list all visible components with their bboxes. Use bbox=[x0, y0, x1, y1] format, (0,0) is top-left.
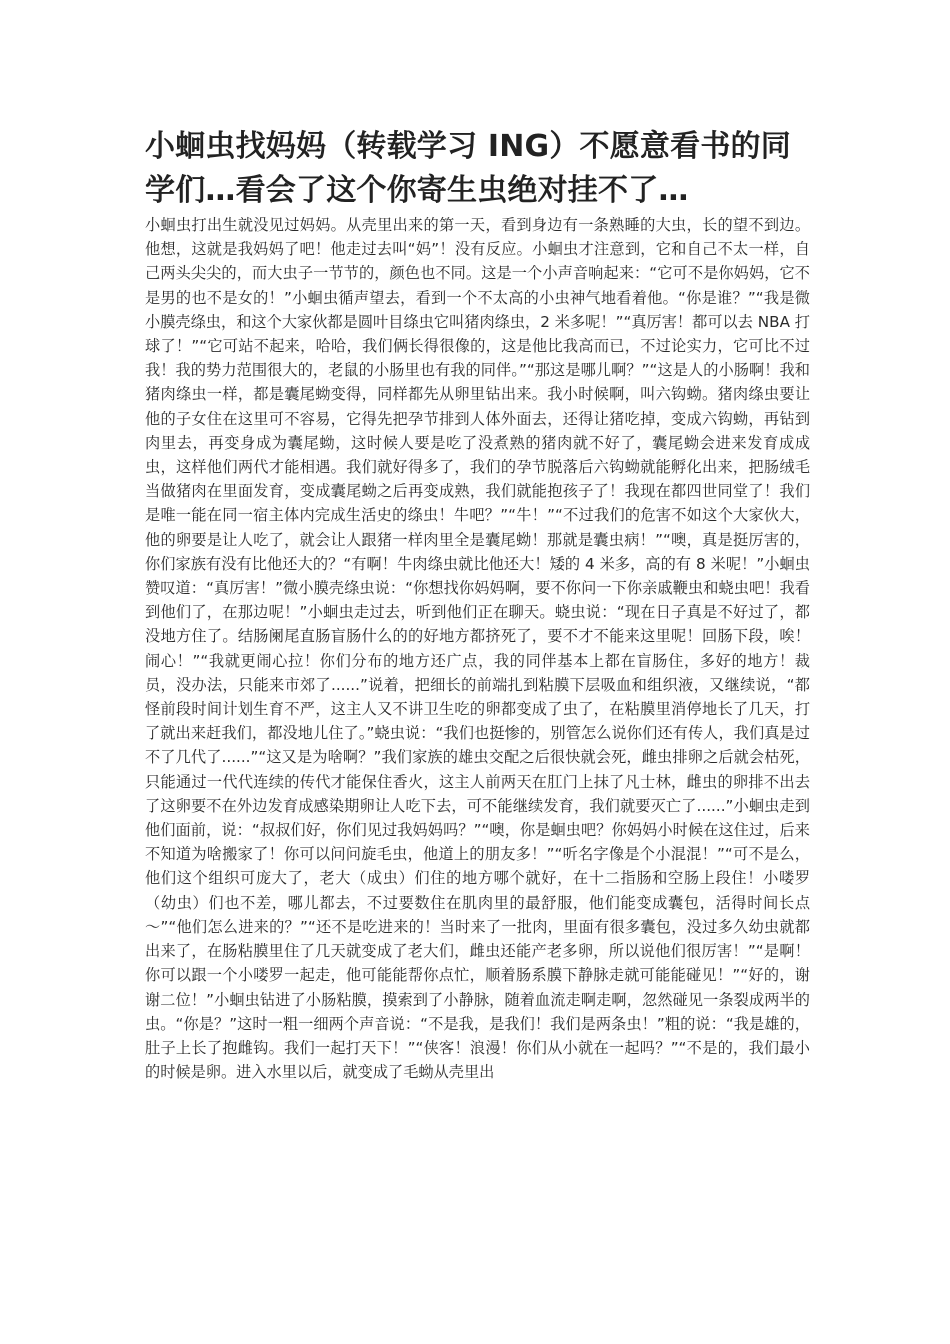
document-title: 小蛔虫找妈妈（转载学习 ING）不愿意看书的同学们…看会了这个你寄生虫绝对挂不了… bbox=[145, 129, 791, 208]
document-body: 小蛔虫打出生就没见过妈妈。从壳里出来的第一天，看到身边有一条熟睡的大虫，长的望不到边。他想，这就是我妈妈了吧！他走过去叫“妈”！没有反应。小蛔虫才注意到，它和自己不太一样，自己两头尖尖的，而大虫子一节节的，颜色也不同。这是一个小声音响起来：“它可不是你妈妈，它不是男的也不是女的！”小蛔虫循声望去，看到一个不太高的小虫神气地看着他。“你是谁？”“我是微小膜壳绦虫，和这个大家伙都是圆叶目绦虫它叫猪肉绦虫，2 米多呢！”“真厉害！都可以去 NBA 打球了！”“它可站不起来，哈哈，我们俩长得很像的，这是他比我高而已，不过论实力，它可比不过我！我的势力范围很大的，老鼠的小肠里也有我的同伴。”“那这是哪儿啊？”“这是人的小肠啊！我和猪肉绦虫一样，都是囊尾蚴变得，同样都先从卵里钻出来。我小时候啊，叫六钩蚴。猪肉绦虫要让他的子女住在这里可不容易，它得先把孕节排到人体外面去，还得让猪吃掉，变成六钩蚴，再钻到肉里去，再变身成为囊尾蚴，这时候人要是吃了没煮熟的猪肉就不好了，囊尾蚴会进来发育成成虫，这样他们两代才能相遇。我们就好得多了，我们的孕节脱落后六钩蚴就能孵化出来，把肠绒毛当做猪肉在里面发育，变成囊尾蚴之后再变成熟，我们就能抱孩子了！我现在都四世同堂了！我们是唯一能在同一宿主体内完成生活史的绦虫！牛吧？”“牛！”“不过我们的危害不如这个大家伙大，他的卵要是让人吃了，就会让人跟猪一样肉里全是囊尾蚴！那就是囊虫病！”“噢，真是挺厉害的，你们家族有没有比他还大的？“有啊！牛肉绦虫就比他还大！矮的 4 米多，高的有 8 米呢！”小蛔虫赞叹道：“真厉害！”微小膜壳绦虫说：“你想找你妈妈啊，要不你问一下你亲戚鞭虫和蛲虫吧！我看到他们了，在那边呢！”小蛔虫走过去，听到他们正在聊天。蛲虫说：“现在日子真是不好过了，都没地方住了。结肠阑尾直肠盲肠什么的的好地方都挤死了，要不才不能来这里呢！回肠下段，唉！闹心！”“我就更闹心拉！你们分布的地方还广点，我的同伴基本上都在盲肠住，多好的地方！裁员，没办法，只能来市郊了......”说着，把细长的前端扎到粘膜下层吸血和组织液，又继续说，“都怪前段时间计划生育不严，这主人又不讲卫生吃的卵都变成了虫了，在粘膜里消停地长了几天，打了就出来赶我们，都没地儿住了。”蛲虫说：“我们也挺惨的，别管怎么说你们还有传人，我们真是过不了几代了......”“这又是为啥啊？”我们家族的雄虫交配之后很快就会死，雌虫排卵之后就会枯死，只能通过一代代连续的传代才能保住香火，这主人前两天在肛门上抹了凡士林，雌虫的卵排不出去了这卵要不在外边发育成感染期卵让人吃下去，可不能继续发育，我们就要灭亡了......”小蛔虫走到他们面前，说：“叔叔们好，你们见过我妈妈吗？”“噢，你是蛔虫吧？你妈妈小时候在这住过，后来不知道为啥搬家了！你可以问问旋毛虫，他道上的朋友多！”“听名字像是个小混混！”“可不是么，他们这个组织可庞大了，老大（成虫）们住的地方哪个就好，在十二指肠和空肠上段住！小喽罗（幼虫）们也不差，哪儿都去，不过要数住在肌肉里的最舒服，他们能变成囊包，活得时间长点～”“他们怎么进来的？”“还不是吃进来的！当时来了一批肉，里面有很多囊包，没过多久幼虫就都出来了，在肠粘膜里住了几天就变成了老大们，雌虫还能产老多卵，所以说他们很厉害！”“是啊！你可以跟一个小喽罗一起走，他可能能帮你点忙，顺着肠系膜下静脉走就可能能碰见！”“好的，谢谢二位！”小蛔虫钻进了小肠粘膜，摸索到了小静脉，随着血流走啊走啊，忽然碰见一条裂成两半的虫。“你是？”这时一粗一细两个声音说：“不是我，是我们！我们是两条虫！”粗的说：“我是雄的，肚子上长了抱雌钩。我们一起打天下！”“侠客！浪漫！你们从小就在一起吗？”“不是的，我们最小的时候是卵。进入水里以后，就变成了毛蚴从壳里出 bbox=[145, 216, 810, 1082]
document-page bbox=[145, 125, 810, 1084]
